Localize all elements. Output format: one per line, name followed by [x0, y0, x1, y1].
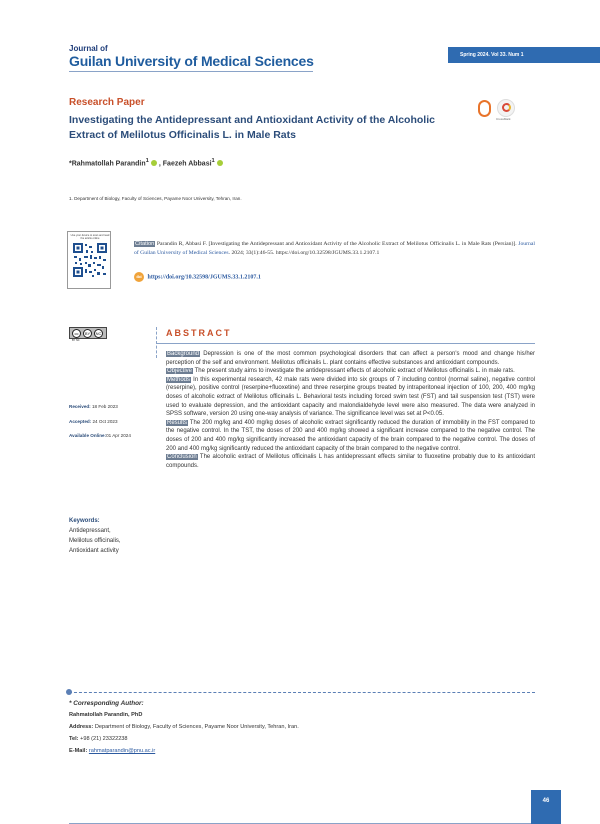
- citation-tag: Citation: [135, 241, 155, 247]
- abstract-section: [166, 350, 535, 367]
- section-tag: Conclusion: [167, 454, 197, 461]
- author-affil-sup: 1: [211, 158, 215, 164]
- abstract-heading: ABSTRACT: [166, 328, 232, 338]
- qr-panel: [67, 231, 111, 289]
- access-icons: [478, 99, 520, 121]
- online-label: Available Online:: [69, 433, 107, 438]
- doi-link[interactable]: https://doi.org/10.32598/JGUMS.33.1.2107.1: [147, 274, 261, 281]
- accepted-date: 24 Oct 2023: [92, 418, 118, 424]
- section-text: The 200 mg/kg and 400 mg/kg doses of alcoholic extract significantly reduced the duration of immobility in the FST compared to the negative control. In the TST, the doses of 200 and 400 mg/kg showed a significant increase compared to the negative control. The doses of 200 and 400 mg/kg significantly increased the antioxidant capacity of the brain compared to the negative control. The doses of 200 and 400 mg/kg significantly reduced the antioxidant capacity of the brain compared to the negative control.: [166, 419, 535, 452]
- cc-license-label: BY NC: [72, 339, 80, 342]
- accepted-label: Accepted:: [69, 418, 92, 424]
- author-affil-sup: 1: [145, 158, 149, 164]
- corresponding-bullet: [66, 689, 72, 695]
- open-access-icon[interactable]: [478, 100, 491, 117]
- author-name: *Rahmatollah Parandin: [69, 160, 146, 168]
- affiliation: 1. Department of Biology, Faculty of Sciences, Payame Noor University, Tehran, Iran.: [69, 196, 242, 201]
- keyword-item: Antioxidant activity: [69, 548, 119, 554]
- citation-text: Parandin R, Abbasi F. [Investigating the Antidepressant and Antioxidant Activity of the Alcoholic Extract of Melilotus Officinalis L. in Male Rats (Persian)].: [156, 241, 517, 247]
- abstract-section: [166, 453, 535, 470]
- page-number: 46: [531, 790, 561, 824]
- section-tag: Objective: [167, 368, 193, 375]
- corresponding-tel: Tel: +98 (21) 23322238: [69, 736, 128, 742]
- email-link[interactable]: rahmatparandin@pnu.ac.ir: [88, 748, 156, 754]
- qr-code-icon[interactable]: [72, 242, 108, 278]
- corresponding-title: * Corresponding Author:: [69, 700, 144, 707]
- orcid-icon[interactable]: [151, 160, 157, 166]
- keywords-label: Keywords:: [69, 518, 100, 524]
- section-tag: Background: [167, 351, 200, 357]
- paper-title: Investigating the Antidepressant and Antioxidant Activity of the Alcoholic Extract of Melilotus Officinalis L. in Male Rats: [69, 114, 435, 141]
- section-text: Depression is one of the most common psychological disorders that can affect a person's mood and change his/her perception of the self and environment. Melilotus officinalis L. plant contains effective substances and antioxidant compounds.: [166, 351, 536, 366]
- corresponding-email: E-Mail: rahmatparandin@pnu.ac.ir: [69, 748, 156, 754]
- corresponding-name: Rahmatollah Parandin, PhD: [69, 712, 143, 718]
- author-list: *Rahmatollah Parandin$^1$ , Faezeh Abbasi$^1$: [69, 158, 225, 167]
- crossmark-icon[interactable]: [497, 99, 515, 117]
- paper-type: Research Paper: [69, 97, 145, 108]
- author-name: Faezeh Abbasi: [162, 160, 212, 168]
- doi-icon: doi: [134, 272, 144, 282]
- header-divider: [69, 71, 313, 72]
- section-tag: Results: [167, 419, 188, 426]
- issue-badge: Spring 2024. Vol 33. Num 1: [448, 47, 600, 63]
- nc-icon: NC: [95, 331, 102, 336]
- received-date: 18 Feb 2023: [92, 404, 118, 409]
- section-tag: Methods: [167, 376, 191, 383]
- received-label: Received:: [69, 404, 91, 409]
- cc-icon: cc: [72, 329, 81, 338]
- journal-name: Guilan University of Medical Sciences: [69, 53, 314, 69]
- section-text: In this experimental research, 42 male rats were divided into six groups of 7 including control (normal saline), negative control (reserpine), positive control (reserpine+fluoxetine) and three reserpine groups treated by intraperitoneal injection of 100, 200, 400 mg/kg doses of alcoholic extract of Melilotus officinalis L. Behavioral tests including forced swim test (FST) and tail suspension test (TST) were used to evaluate depression, and the antioxidant capacity and malondialdehyde level were also measured. The data were analyzed in SPSS software, version 20 using one-way analysis of variance. The significance level was set at P<0.05.: [166, 376, 535, 418]
- keyword-item: Melilotus officinalis,: [69, 538, 121, 544]
- online-date: 01 Apr 2024: [106, 433, 131, 438]
- by-icon: BY: [84, 331, 91, 336]
- qr-note: Use your device to scan and read the article online: [70, 234, 110, 240]
- crossmark-label: CrossMark: [496, 117, 511, 121]
- citation-journal-link[interactable]: Journal of Guilan University of Medical Sciences: [134, 241, 535, 257]
- article-dates: [69, 400, 131, 444]
- corresponding-divider: [69, 692, 535, 693]
- section-text: The present study aims to investigate the antidepressant effects of alcoholic extract of Melilotus officinalis L. in male rats.: [194, 368, 515, 375]
- citation: [134, 240, 535, 259]
- abstract-divider: [156, 343, 535, 344]
- orcid-icon[interactable]: [217, 160, 223, 166]
- abstract-body: [166, 350, 535, 470]
- abstract-section: [166, 367, 535, 376]
- keywords: [69, 516, 121, 556]
- citation-text-tail: . 2024; 33(1):46-55. https://doi.org/10.32598/JGUMS.33.1.2107.1: [228, 250, 380, 257]
- section-text: The alcoholic extract of Melilotus officinalis L has antidepressant effects similar to fluoxetine probably due to its antioxidant compounds.: [166, 454, 535, 469]
- corresponding-address: Address: Department of Biology, Faculty of Sciences, Payame Noor University, Tehran, Iran.: [69, 724, 299, 730]
- abstract-section: [166, 419, 535, 453]
- doi-line: [134, 272, 261, 282]
- journal-prefix: Journal of: [69, 44, 108, 53]
- keyword-item: Antidepressant,: [69, 528, 111, 534]
- cc-license-badge[interactable]: [69, 327, 107, 342]
- abstract-section: [166, 376, 535, 419]
